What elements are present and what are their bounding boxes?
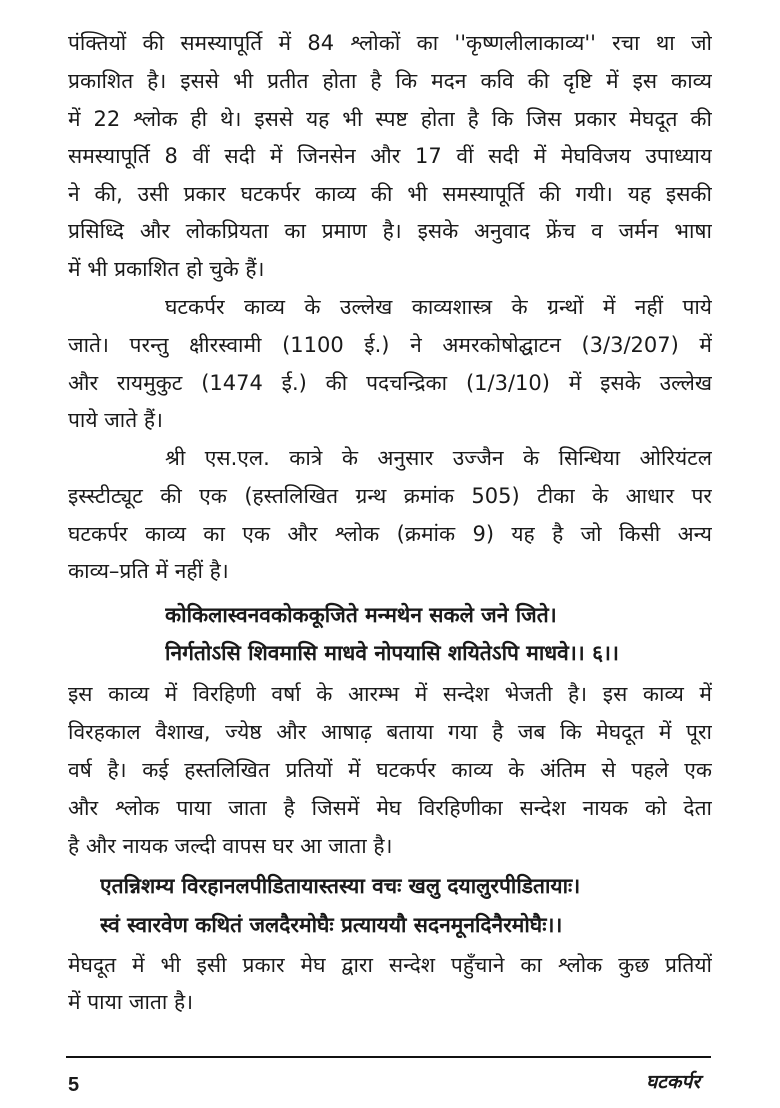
text-line: घटकर्पर काव्य के उल्लेख काव्यशास्त्र के ग्रन्थों में नहीं पाये [165,295,712,319]
text-line: पंक्तियों की समस्यापूर्ति में 84 श्लोकों का ''कृष्णलीलाकाव्य'' रचा था जो [68,31,712,55]
footer-rule [66,1056,711,1058]
text-line: इस्स्टीट्यूट की एक (हस्तलिखित ग्रन्थ क्रमांक 505) टीका के आधार पर [68,484,712,508]
text-line: ने की, उसी प्रकार घटकर्पर काव्य की भी समस्यापूर्ति की गयी। यह इसकी [68,182,712,206]
text-line: मेघदूत में भी इसी प्रकार मेघ द्वारा सन्देश पहुँचाने का श्लोक कुछ प्रतियों [68,953,712,977]
text-line: में 22 श्लोक ही थे। इससे यह भी स्पष्ट होता है कि जिस प्रकार मेघदूत की [68,107,712,131]
text-line: काव्य–प्रति में नहीं है। [68,559,229,583]
text-line: घटकर्पर काव्य का एक और श्लोक (क्रमांक 9) यह है जो किसी अन्य [68,522,712,546]
text-line: में भी प्रकाशित हो चुके हैं। [68,257,265,281]
verse-line: स्वं स्वारवेण कथितं जलदैरमोघैः प्रत्याययौ सदनमूनदिनैरमोघैः।। [100,913,563,937]
text-line: इस काव्य में विरहिणी वर्षा के आरम्भ में सन्देश भेजती है। इस काव्य में [68,682,712,706]
verse-line: कोकिलास्वनवकोककूजिते मन्मथेन सकले जने जिते। [165,603,557,627]
text-line: श्री एस.एल. कात्रे के अनुसार उज्जैन के सिन्धिया ओरियंटल [165,446,712,470]
text-line: में पाया जाता है। [68,990,194,1014]
text-line: प्रसिध्दि और लोकप्रियता का प्रमाण है। इसके अनुवाद फ्रेंच व जर्मन भाषा [68,219,712,243]
running-title: घटकर्पर [646,1071,700,1093]
text-line: है और नायक जल्दी वापस घर आ जाता है। [68,834,393,858]
page-number: 5 [68,1074,80,1096]
text-line: और श्लोक पाया जाता है जिसमें मेघ विरहिणीका सन्देश नायक को देता [68,796,712,820]
text-line: वर्ष है। कई हस्तलिखित प्रतियों में घटकर्पर काव्य के अंतिम से पहले एक [68,758,712,782]
text-line: विरहकाल वैशाख, ज्येष्ठ और आषाढ़ बताया गया है जब कि मेघदूत में पूरा [68,720,712,744]
verse-line: एतन्निशम्य विरहानलपीडितायास्तस्या वचः खलु दयालुरपीडितायाः। [100,874,581,898]
text-line: जाते। परन्तु क्षीरस्वामी (1100 ई.) ने अमरकोषोद्घाटन (3/3/207) में [68,333,712,357]
text-line: और रायमुकुट (1474 ई.) की पदचन्द्रिका (1/3/10) में इसके उल्लेख [68,371,712,395]
text-line: प्रकाशित है। इससे भी प्रतीत होता है कि मदन कवि की दृष्टि में इस काव्य [68,69,712,93]
text-line: समस्यापूर्ति 8 वीं सदी में जिनसेन और 17 वीं सदी में मेघविजय उपाध्याय [68,144,712,168]
text-line: पाये जाते हैं। [68,408,163,432]
verse-line: निर्गतोऽसि शिवमासि माधवे नोपयासि शयितेऽपि माधवे।। ६।। [165,641,619,665]
